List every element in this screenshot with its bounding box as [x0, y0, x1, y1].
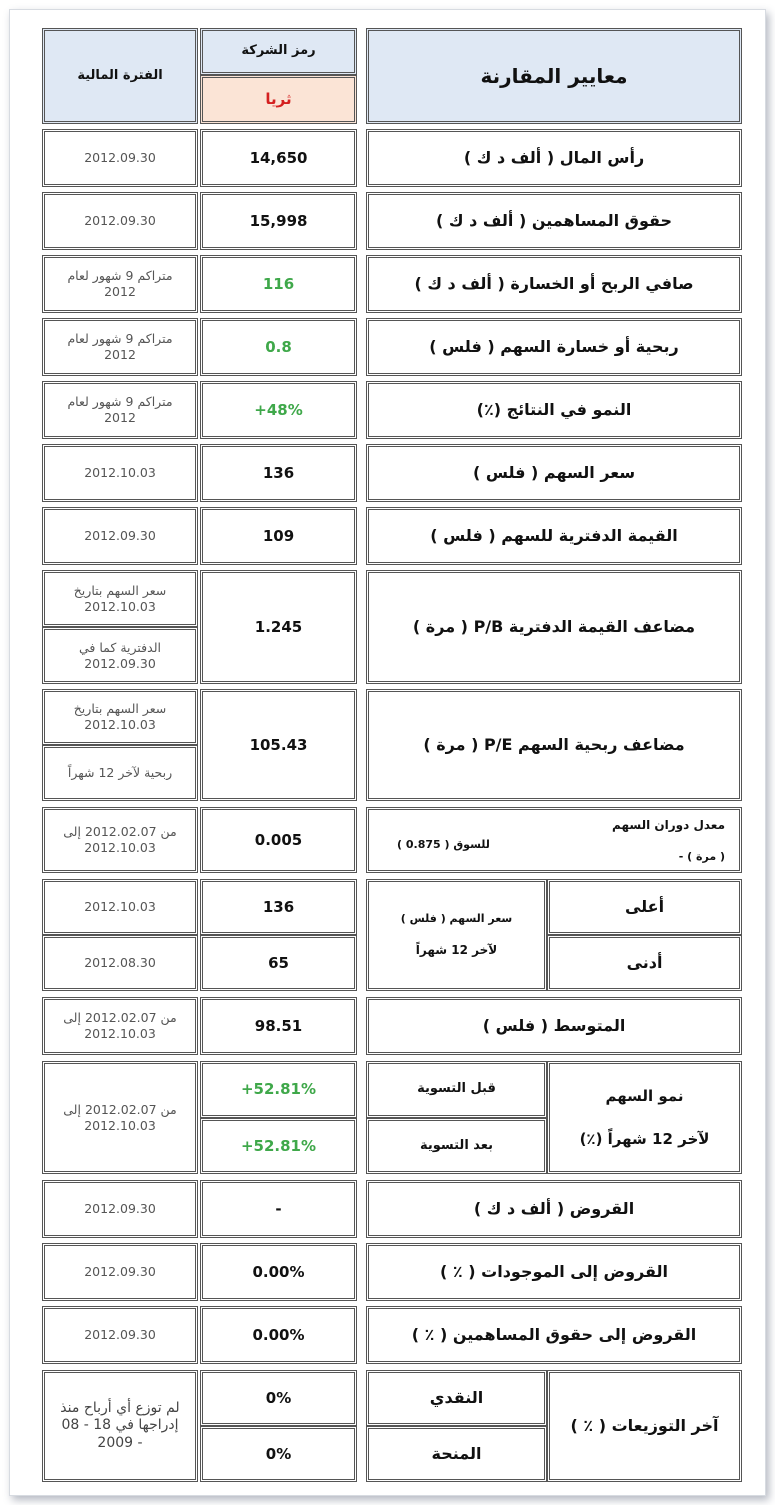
turnover-unit: ( مرة ) - — [678, 850, 725, 863]
equity-period: 2012.09.30 — [42, 192, 198, 250]
net-profit-period: متراكم 9 شهور لعام 2012 — [42, 255, 198, 313]
high-value: 136 — [200, 879, 357, 935]
dividends-period: لم توزع أي أرباح منذ إدراجها في 18 - 08 - 2009 — [42, 1370, 198, 1482]
high-period: 2012.10.03 — [42, 879, 198, 935]
turnover-criterion — [366, 807, 742, 873]
company-name-cell — [200, 75, 357, 124]
high-label: أعلى — [547, 879, 742, 935]
eps-criterion: ربحية أو خسارة السهم ( فلس ) — [366, 318, 742, 376]
loans-assets-criterion: القروض إلى الموجودات ( ٪ ) — [366, 1243, 742, 1301]
capital-value: 14,650 — [200, 129, 357, 187]
stock-growth-group — [547, 1061, 742, 1174]
capital-period: 2012.09.30 — [42, 129, 198, 187]
average-value: 98.51 — [200, 997, 357, 1055]
low-value: 65 — [200, 935, 357, 991]
turnover-market: للسوق ( 0.875 ) — [397, 838, 490, 851]
net-profit-value: 116 — [200, 255, 357, 313]
company-name: ثريا — [265, 90, 292, 109]
dividends-cash-value: 0% — [200, 1370, 357, 1426]
turnover-value: 0.005 — [200, 807, 357, 873]
dividends-bonus-value: 0% — [200, 1426, 357, 1482]
high-low-group — [366, 879, 547, 991]
stock-growth-group-period: لآخر 12 شهراً (٪) — [579, 1129, 710, 1148]
price-criterion: سعر السهم ( فلس ) — [366, 444, 742, 502]
capital-criterion: رأس المال ( ألف د ك ) — [366, 129, 742, 187]
pe-value: 105.43 — [200, 689, 357, 801]
loans-equity-period: 2012.09.30 — [42, 1306, 198, 1364]
pe-period-top: سعر السهم بتاريخ 2012.10.03 — [42, 689, 198, 745]
low-label: أدنى — [547, 935, 742, 991]
turnover-period: من 2012.02.07 إلى 2012.10.03 — [42, 807, 198, 873]
equity-value: 15,998 — [200, 192, 357, 250]
dividends-cash-label: النقدي — [366, 1370, 547, 1426]
dividends-group-label: آخر التوزيعات ( ٪ ) — [547, 1370, 742, 1482]
growth-criterion: النمو في النتائج (٪) — [366, 381, 742, 439]
pb-period-top: سعر السهم بتاريخ 2012.10.03 — [42, 570, 198, 627]
net-profit-criterion: صافي الربح أو الخسارة ( ألف د ك ) — [366, 255, 742, 313]
book-value-criterion: القيمة الدفترية للسهم ( فلس ) — [366, 507, 742, 565]
stock-growth-before-value: 52.81%+ — [200, 1061, 357, 1118]
criteria-header-label: معايير المقارنة — [480, 63, 628, 88]
average-criterion: المتوسط ( فلس ) — [366, 997, 742, 1055]
high-low-group-label: سعر السهم ( فلس ) — [400, 911, 513, 925]
pb-period-bottom: الدفترية كما في 2012.09.30 — [42, 627, 198, 684]
loans-equity-value: 0.00% — [200, 1306, 357, 1364]
comparison-sheet — [9, 9, 766, 1496]
high-low-group-period: لآخر 12 شهراً — [415, 943, 498, 958]
period-header — [42, 28, 198, 124]
eps-value: 0.8 — [200, 318, 357, 376]
loans-criterion: القروض ( ألف د ك ) — [366, 1180, 742, 1238]
pb-value: 1.245 — [200, 570, 357, 684]
stock-growth-after-label: بعد التسوية — [366, 1118, 547, 1174]
stock-growth-group-label: نمو السهم — [605, 1086, 684, 1105]
pe-criterion: مضاعف ربحية السهم P/E ( مرة ) — [366, 689, 742, 801]
book-value-value: 109 — [200, 507, 357, 565]
stock-growth-period: من 2012.02.07 إلى 2012.10.03 — [42, 1061, 198, 1174]
company-code-label: رمز الشركة — [241, 43, 316, 59]
loans-assets-period: 2012.09.30 — [42, 1243, 198, 1301]
loans-assets-value: 0.00% — [200, 1243, 357, 1301]
period-header-label: الفترة المالية — [77, 67, 163, 83]
book-value-period: 2012.09.30 — [42, 507, 198, 565]
criteria-header — [366, 28, 742, 124]
loans-value: - — [200, 1180, 357, 1238]
equity-criterion: حقوق المساهمين ( ألف د ك ) — [366, 192, 742, 250]
loans-equity-criterion: القروض إلى حقوق المساهمين ( ٪ ) — [366, 1306, 742, 1364]
turnover-label: معدل دوران السهم — [612, 818, 725, 832]
dividends-bonus-label: المنحة — [366, 1426, 547, 1482]
stock-growth-before-label: قبل التسوية — [366, 1061, 547, 1118]
pe-period-bottom: ربحية لآخر 12 شهراً — [42, 745, 198, 801]
price-period: 2012.10.03 — [42, 444, 198, 502]
growth-value: 48%+ — [200, 381, 357, 439]
company-code-header — [200, 28, 357, 75]
price-value: 136 — [200, 444, 357, 502]
loans-period: 2012.09.30 — [42, 1180, 198, 1238]
growth-period: متراكم 9 شهور لعام 2012 — [42, 381, 198, 439]
eps-period: متراكم 9 شهور لعام 2012 — [42, 318, 198, 376]
pb-criterion: مضاعف القيمة الدفترية P/B ( مرة ) — [366, 570, 742, 684]
stock-growth-after-value: 52.81%+ — [200, 1118, 357, 1174]
low-period: 2012.08.30 — [42, 935, 198, 991]
average-period: من 2012.02.07 إلى 2012.10.03 — [42, 997, 198, 1055]
